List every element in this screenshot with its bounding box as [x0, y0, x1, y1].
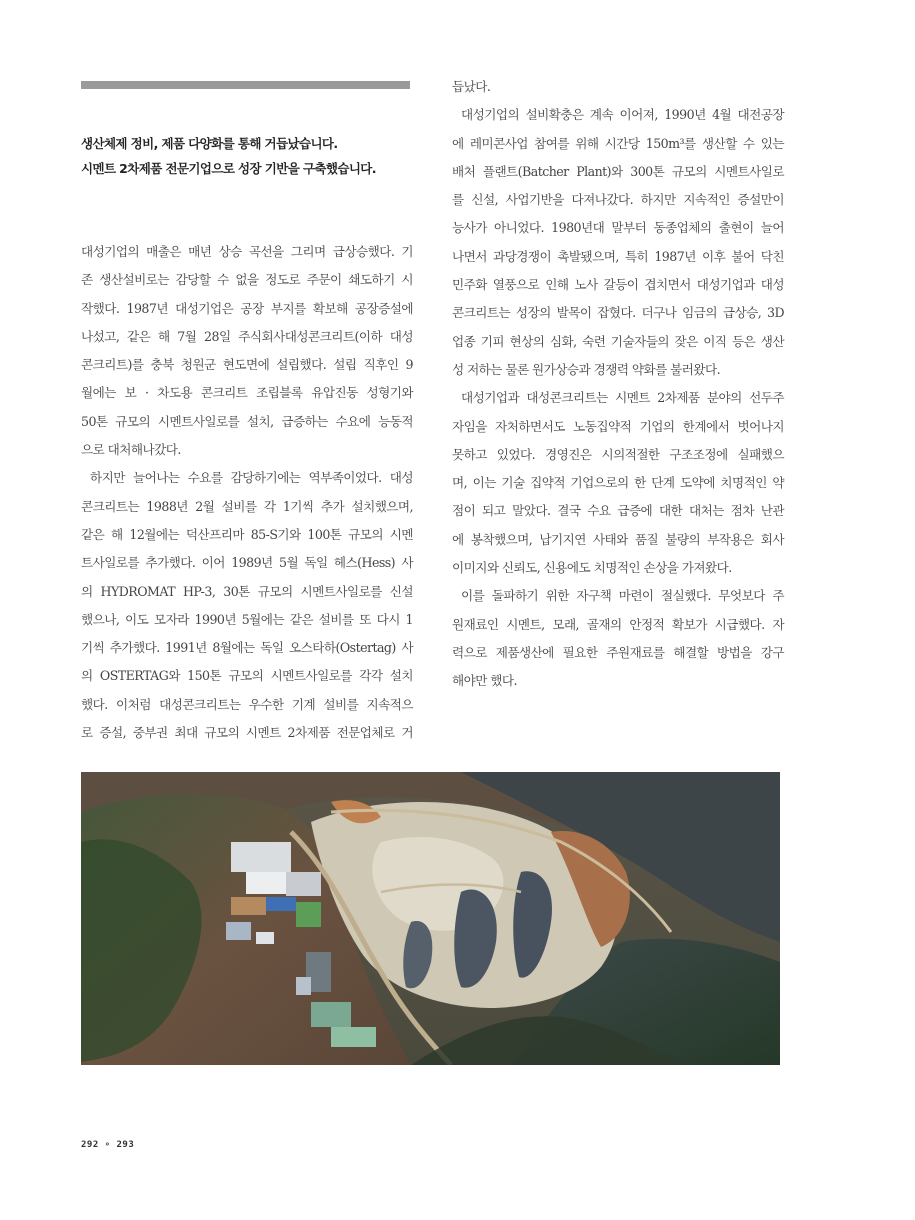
body-text-line: 를 신설, 사업기반을 다져나갔다. 하지만 지속적인 증설만이: [452, 192, 784, 208]
body-text-line: 배처 플랜트(Batcher Plant)와 300톤 규모의 시멘트사일로: [452, 163, 784, 179]
subheadline-line: 시멘트 2차제품 전문기업으로 성장 기반을 구축했습니다.: [81, 161, 376, 176]
body-text-line: 성 저하는 물론 원가상승과 경쟁력 약화를 불러왔다.: [452, 361, 721, 377]
body-text-line: 했으나, 이도 모자라 1990년 5월에는 같은 설비를 또 다시 1: [81, 611, 413, 627]
body-text-line: 력으로 제품생산에 필요한 주원재료를 해결할 방법을 강구: [452, 644, 784, 660]
body-text-line: 능사가 아니었다. 1980년대 말부터 동종업체의 출현이 늘어: [452, 220, 784, 236]
body-text-line: 작했다. 1987년 대성기업은 공장 부지를 확보해 공장증설에: [81, 300, 413, 316]
body-text-line: 로 증설, 중부권 최대 규모의 시멘트 2차제품 전문업체로 거: [81, 725, 413, 741]
body-text-line: 원재료인 시멘트, 모래, 골재의 안정적 확보가 시급했다. 자: [452, 616, 784, 632]
body-text-line: 트사일로를 추가했다. 이어 1989년 5월 독일 헤스(Hess) 사: [81, 555, 413, 571]
body-text-line: 못하고 있었다. 경영진은 시의적절한 구조조정에 실패했으: [452, 446, 784, 462]
body-text-line: 50톤 규모의 시멘트사일로를 설치, 급증하는 수요에 능동적: [81, 413, 413, 429]
subheadline: [81, 131, 421, 181]
body-text-line: 의 HYDROMAT HP-3, 30톤 규모의 시멘트사일로를 신설: [81, 583, 413, 599]
body-text-line: 대성기업과 대성콘크리트는 시멘트 2차제품 분야의 선두주: [461, 390, 784, 406]
section-divider-bar: [81, 81, 410, 89]
body-text-line: 에 레미콘사업 참여를 위해 시간당 150m³를 생산할 수 있는: [452, 135, 784, 151]
body-text-line: 콘크리트는 성장의 발목이 잡혔다. 더구나 임금의 급상승, 3D: [452, 305, 784, 321]
body-text-line: 대성기업의 매출은 매년 상승 곡선을 그리며 급상승했다. 기: [81, 244, 413, 259]
subheadline-line: 생산체제 정비, 제품 다양화를 통해 거듭났습니다.: [81, 136, 338, 151]
body-text-line: 업종 기피 현상의 심화, 숙련 기술자들의 잦은 이직 등은 생산: [452, 333, 784, 349]
body-text-line: 나섰고, 같은 해 7월 28일 주식회사대성콘크리트(이하 대성: [81, 328, 413, 344]
aerial-quarry-image: [81, 772, 780, 1065]
page-number: 292 ∘ 293: [81, 1140, 135, 1150]
body-text-line: 으로 대처해나갔다.: [81, 442, 181, 458]
body-text-line: 콘크리트)를 충북 청원군 현도면에 설립했다. 설립 직후인 9: [81, 357, 413, 373]
body-column-right: [452, 73, 784, 696]
body-text-line: 이미지와 신뢰도, 신용에도 치명적인 손상을 가져왔다.: [452, 560, 732, 576]
aerial-quarry-photo: [81, 772, 780, 1065]
body-text-line: 의 OSTERTAG와 150톤 규모의 시멘트사일로를 각각 설치: [81, 668, 413, 684]
body-text-line: 같은 해 12월에는 덕산프리마 85-S기와 100톤 규모의 시멘: [81, 526, 413, 542]
body-text-line: 점이 되고 말았다. 결국 수요 급증에 대한 대처는 점차 난관: [452, 503, 784, 519]
body-text-line: 콘크리트는 1988년 2월 설비를 각 1기씩 추가 설치했으며,: [81, 498, 413, 514]
body-text-line: 나면서 과당경쟁이 촉발됐으며, 특히 1987년 이후 불어 닥친: [452, 248, 784, 264]
body-text-line: 해야만 했다.: [452, 673, 517, 689]
body-text-line: 하지만 늘어나는 수요를 감당하기에는 역부족이었다. 대성: [90, 470, 413, 486]
body-text-line: 이를 돌파하기 위한 자구책 마련이 절실했다. 무엇보다 주: [461, 588, 784, 604]
body-text-line: 기씩 추가했다. 1991년 8월에는 독일 오스타하(Ostertag) 사: [81, 640, 413, 656]
body-text-line: 며, 이는 기술 집약적 기업으로의 한 단계 도약에 치명적인 약: [452, 475, 784, 491]
body-text-line: 자임을 자처하면서도 노동집약적 기업의 한계에서 벗어나지: [452, 418, 784, 434]
body-text-line: 존 생산설비로는 감당할 수 없을 정도로 주문이 쇄도하기 시: [81, 272, 413, 288]
body-column-left: [81, 238, 413, 747]
body-text-line: 했다. 이처럼 대성콘크리트는 우수한 기계 설비를 지속적으: [81, 696, 413, 712]
body-text-line: 민주화 열풍으로 인해 노사 갈등이 겹치면서 대성기업과 대성: [452, 277, 784, 293]
body-text-line: 월에는 보 · 차도용 콘크리트 조립블록 유압진동 성형기와: [81, 385, 413, 401]
body-text-line: 듭났다.: [452, 79, 491, 94]
body-text-line: 에 봉착했으며, 납기지연 사태와 품질 불량의 부작용은 회사: [452, 531, 784, 547]
body-text-line: 대성기업의 설비확충은 계속 이어져, 1990년 4월 대전공장: [461, 107, 784, 123]
